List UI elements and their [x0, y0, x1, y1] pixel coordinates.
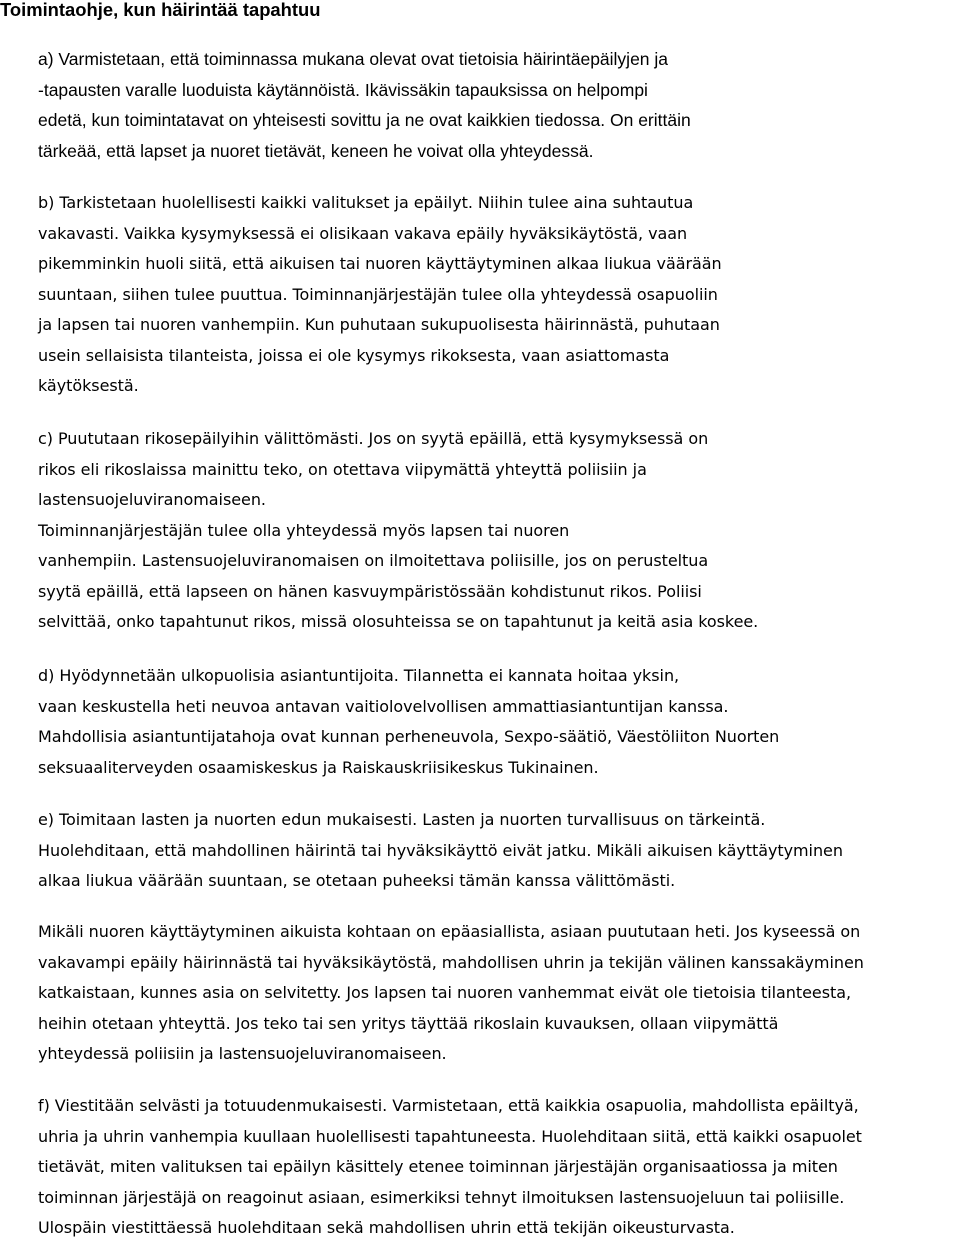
section-c-line: vanhempiin. Lastensuojeluviranomaisen on ilmoitettava poliisille, jos on perusteltua: [38, 551, 709, 570]
section-e: [38, 805, 843, 897]
section-f-line: uhria ja uhrin vanhempia kuullaan huolellisesti tapahtuneesta. Huolehditaan siitä, että kaikki osapuolet: [38, 1126, 862, 1146]
section-f-line: Ulospäin viestittäessä huolehditaan sekä mahdollisen uhrin että tekijän oikeusturvasta.: [38, 1218, 735, 1237]
section-nuoren-line: katkaistaan, kunnes asia on selvitetty. Jos lapsen tai nuoren vanhemmat eivät ole tietoisia tilanteesta,: [38, 983, 851, 1002]
section-c-line: syytä epäillä, että lapseen on hänen kasvuympäristössään kohdistunut rikos. Poliisi: [38, 581, 702, 601]
section-b-line: pikemminkin huoli siitä, että aikuisen tai nuoren käyttäytyminen alkaa liukua väärään: [38, 254, 722, 273]
section-c: [38, 424, 758, 638]
section-f-line: f) Viestitään selvästi ja totuudenmukaisesti. Varmistetaan, että kaikkia osapuolia, mahdollista epäiltyä,: [38, 1096, 859, 1115]
section-e-line: Huolehditaan, että mahdollinen häirintä tai hyväksikäyttö eivät jatku. Mikäli aikuisen käyttäytyminen: [38, 840, 843, 860]
section-a-line: tärkeää, että lapset ja nuoret tietävät, keneen he voivat olla yhteydessä.: [38, 140, 594, 161]
section-b: [38, 188, 722, 402]
section-b-line: suuntaan, siihen tulee puuttua. Toiminnanjärjestäjän tulee olla yhteydessä osapuoliin: [38, 284, 718, 304]
section-a-line: -tapausten varalle luoduista käytännöistä. Ikävissäkin tapauksissa on helpompi: [38, 79, 648, 100]
section-nuoren-line: vakavampi epäily häirinnästä tai hyväksikäytöstä, mahdollisen uhrin ja tekijän välinen kanssakäyminen: [38, 952, 864, 972]
section-nuoren-line: yhteydessä poliisiin ja lastensuojeluviranomaiseen.: [38, 1044, 447, 1063]
section-b-line: käytöksestä.: [38, 376, 139, 395]
section-e-line: e) Toimitaan lasten ja nuorten edun mukaisesti. Lasten ja nuorten turvallisuus on tärkeintä.: [38, 810, 766, 829]
section-f-line: tietävät, miten valituksen tai epäilyn käsittely etenee toiminnan järjestäjän organisaatiossa ja miten: [38, 1157, 838, 1176]
section-b-line: ja lapsen tai nuoren vanhempiin. Kun puhutaan sukupuolisesta häirinnästä, puhutaan: [38, 315, 720, 334]
section-f: [38, 1091, 862, 1244]
section-c-line: selvittää, onko tapahtunut rikos, missä olosuhteissa se on tapahtunut ja keitä asia koskee.: [38, 612, 759, 631]
section-d-line: Mahdollisia asiantuntijatahoja ovat kunnan perheneuvola, Sexpo-säätiö, Väestöliiton Nuorten: [38, 727, 780, 746]
section-c-line: rikos eli rikoslaissa mainittu teko, on otettava viipymättä yhteyttä poliisiin ja: [38, 459, 647, 479]
section-nuoren-line: heihin otetaan yhteyttä. Jos teko tai sen yritys täyttää rikoslain kuvauksen, ollaan viipymättä: [38, 1013, 779, 1033]
section-d: [38, 661, 779, 783]
section-a: [38, 44, 691, 166]
section-nuoren-line: Mikäli nuoren käyttäytyminen aikuista kohtaan on epäasiallista, asiaan puututaan heti. Jos kyseessä on: [38, 922, 861, 941]
section-f-line: toiminnan järjestäjä on reagoinut asiaan, esimerkiksi tehnyt ilmoituksen lastensuojeluun tai poliisille.: [38, 1187, 845, 1207]
section-c-line: lastensuojeluviranomaiseen.: [38, 490, 266, 509]
section-e-line: alkaa liukua väärään suuntaan, se otetaan puheeksi tämän kanssa välittömästi.: [38, 871, 676, 890]
section-a-line: edetä, kun toimintatavat on yhteisesti sovittu ja ne ovat kaikkien tiedossa. On erittäin: [38, 110, 691, 130]
section-b-line: usein sellaisista tilanteista, joissa ei ole kysymys rikoksesta, vaan asiattomasta: [38, 345, 670, 365]
section-c-line: c) Puututaan rikosepäilyihin välittömästi. Jos on syytä epäillä, että kysymyksessä on: [38, 429, 709, 448]
document-title: Toimintaohje, kun häirintää tapahtuu: [0, 0, 321, 20]
section-a-line: a) Varmistetaan, että toiminnassa mukana olevat ovat tietoisia häirintäepäilyjen ja: [38, 49, 669, 69]
section-b-line: b) Tarkistetaan huolellisesti kaikki valitukset ja epäilyt. Niihin tulee aina suhtautua: [38, 193, 694, 212]
section-d-line: d) Hyödynnetään ulkopuolisia asiantuntijoita. Tilannetta ei kannata hoitaa yksin,: [38, 666, 680, 685]
section-b-line: vakavasti. Vaikka kysymyksessä ei olisikaan vakava epäily hyväksikäytöstä, vaan: [38, 223, 688, 243]
section-d-line: seksuaaliterveyden osaamiskeskus ja Raiskauskriisikeskus Tukinainen.: [38, 757, 599, 777]
section-c-line: Toiminnanjärjestäjän tulee olla yhteydessä myös lapsen tai nuoren: [38, 520, 570, 540]
section-nuoren: [38, 917, 864, 1070]
section-d-line: vaan keskustella heti neuvoa antavan vaitiolovelvollisen ammattiasiantuntijan kanssa.: [38, 696, 729, 716]
